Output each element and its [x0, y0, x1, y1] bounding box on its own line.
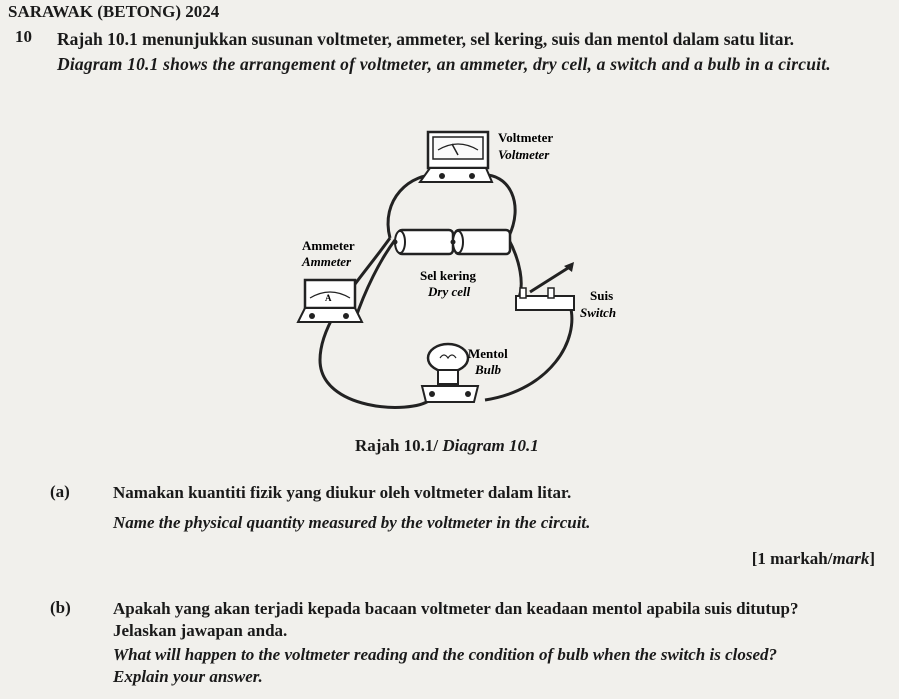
question-text-english: Diagram 10.1 shows the arrangement of voltmeter, an ammeter, dry cell, a switch and a bulb in a circuit.	[57, 54, 831, 74]
label-cell-ms: Sel kering	[420, 268, 476, 283]
paper-header: SARAWAK (BETONG) 2024	[8, 2, 220, 21]
voltmeter-symbol	[420, 132, 492, 182]
label-ammeter-en: Ammeter	[302, 254, 352, 269]
part-a-text-malay: Namakan kuantiti fizik yang diukur oleh voltmeter dalam litar.	[113, 483, 572, 502]
label-voltmeter-ms: Voltmeter	[498, 130, 554, 145]
label-voltmeter-en: Voltmeter	[498, 147, 550, 162]
part-b-text-english-1: What will happen to the voltmeter reading and the condition of bulb when the switch is closed?	[113, 645, 778, 664]
part-b-label: (b)	[50, 598, 71, 617]
label-bulb-ms: Mentol	[468, 346, 508, 361]
marks-english: mark	[832, 549, 870, 568]
question-text-malay: Rajah 10.1 menunjukkan susunan voltmeter, ammeter, sel kering, suis dan mentol dalam satu litar.	[57, 29, 795, 49]
question-number: 10	[15, 27, 32, 46]
part-a-label: (a)	[50, 482, 70, 501]
ammeter-symbol	[298, 280, 362, 322]
wire-voltmeter-right	[480, 175, 515, 238]
wire-voltmeter-left	[388, 175, 440, 238]
switch-symbol	[516, 262, 574, 310]
part-b-text	[113, 598, 883, 642]
label-switch-ms: Suis	[590, 288, 614, 303]
circuit-svg	[280, 120, 640, 435]
part-a-text	[113, 482, 883, 534]
marks-malay: [1 markah/	[751, 549, 833, 568]
part-a-text-english: Name the physical quantity measured by the voltmeter in the circuit.	[113, 513, 591, 532]
part-b-text-en	[113, 644, 883, 688]
label-switch-en: Switch	[580, 305, 617, 320]
part-b-text-english-2: Explain your answer.	[113, 667, 263, 686]
diagram-caption	[355, 436, 539, 456]
caption-malay: Rajah 10.1/	[355, 436, 439, 455]
svg-text:A: A	[325, 293, 332, 303]
label-bulb-en: Bulb	[475, 362, 502, 377]
part-a-marks	[752, 549, 875, 569]
marks-close: ]	[869, 549, 875, 568]
label-ammeter-ms: Ammeter	[302, 238, 355, 253]
part-b-text-malay-2: Jelaskan jawapan anda.	[113, 621, 288, 640]
caption-english: Diagram 10.1	[442, 436, 539, 455]
label-cell-en: Dry cell	[428, 284, 471, 299]
question-stem	[57, 27, 887, 77]
dry-cell-symbol	[393, 230, 511, 254]
wire-ammeter-link	[355, 240, 395, 320]
circuit-diagram	[280, 120, 640, 435]
part-b-text-malay-1: Apakah yang akan terjadi kepada bacaan voltmeter dan keadaan mentol apabila suis ditutup?	[113, 599, 799, 618]
